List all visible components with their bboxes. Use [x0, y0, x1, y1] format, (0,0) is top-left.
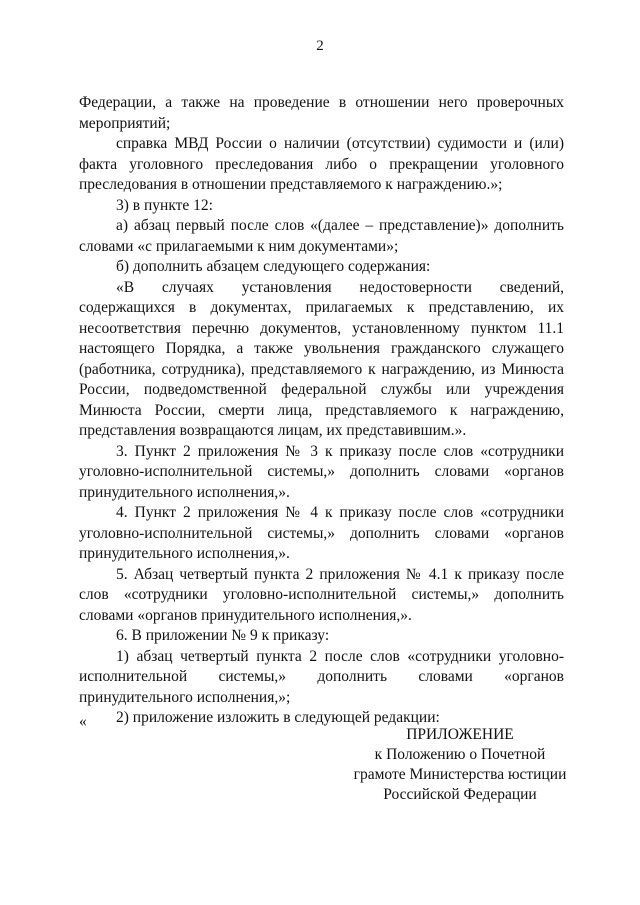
opening-quote-mark: «: [79, 713, 87, 730]
paragraph: б) дополнить абзацем следующего содержания:: [116, 258, 431, 275]
paragraph: Федерации, а также на проведение в отношении него проверочных мероприятий;: [79, 94, 564, 132]
paragraph: 4. Пункт 2 приложения № 4 к приказу после слов «сотрудники уголовно-исполнительной системы,» дополнить словами «органов принудительного исполнения,».: [79, 504, 564, 562]
appendix-line-1: к Положению о Почетной: [374, 746, 546, 763]
paragraph: справка МВД России о наличии (отсутствии) судимости и (или) факта уголовного преследования либо о прекращении уголовного преследования в отношении представляемого к награждению.»;: [79, 135, 564, 193]
appendix-line-3: Российской Федерации: [383, 786, 537, 803]
paragraph: 3) в пункте 12:: [116, 196, 213, 214]
appendix-heading: ПРИЛОЖЕНИЕ: [406, 726, 514, 743]
paragraph: «В случаях установления недостоверности сведений, содержащихся в документах, прилагаемых к представлению, их несоответствия перечню документов, установленному пунктом 11.1 настоящего Порядка, а также увольнения гражданского служащего (работника, сотрудника), представляемого к награждению, из Минюста России, подведомственной федеральной службы или учреждения Минюста России, смерти лица, представляемого к награждению, представления возвращаются лицам, их представившим.».: [79, 278, 564, 439]
paragraph: 6. В приложении № 9 к приказу:: [116, 627, 330, 644]
appendix-block: [340, 725, 580, 805]
paragraph: 3. Пункт 2 приложения № 3 к приказу после слов «сотрудники уголовно-исполнительной системы,» дополнить словами «органов принудительного исполнения,».: [79, 442, 564, 501]
page-number: 2: [316, 38, 324, 54]
paragraph: 5. Абзац четвертый пункта 2 приложения № 4.1 к приказу после слов «сотрудники уголовно-исполнительной системы,» дополнить словами «органов принудительного исполнения,».: [79, 565, 564, 624]
appendix-line-2: грамоте Министерства юстиции: [353, 766, 567, 783]
document-body: [79, 93, 564, 729]
paragraph: а) абзац первый после слов «(далее – представление)» дополнить словами «с прилагаемыми к ним документами»;: [79, 217, 564, 255]
paragraph: 1) абзац четвертый пункта 2 после слов «сотрудники уголовно-исполнительной системы,» дополнить словами «органов принудительного исполнения,»;: [79, 647, 564, 706]
paragraph: 2) приложение изложить в следующей редакции:: [116, 709, 440, 726]
